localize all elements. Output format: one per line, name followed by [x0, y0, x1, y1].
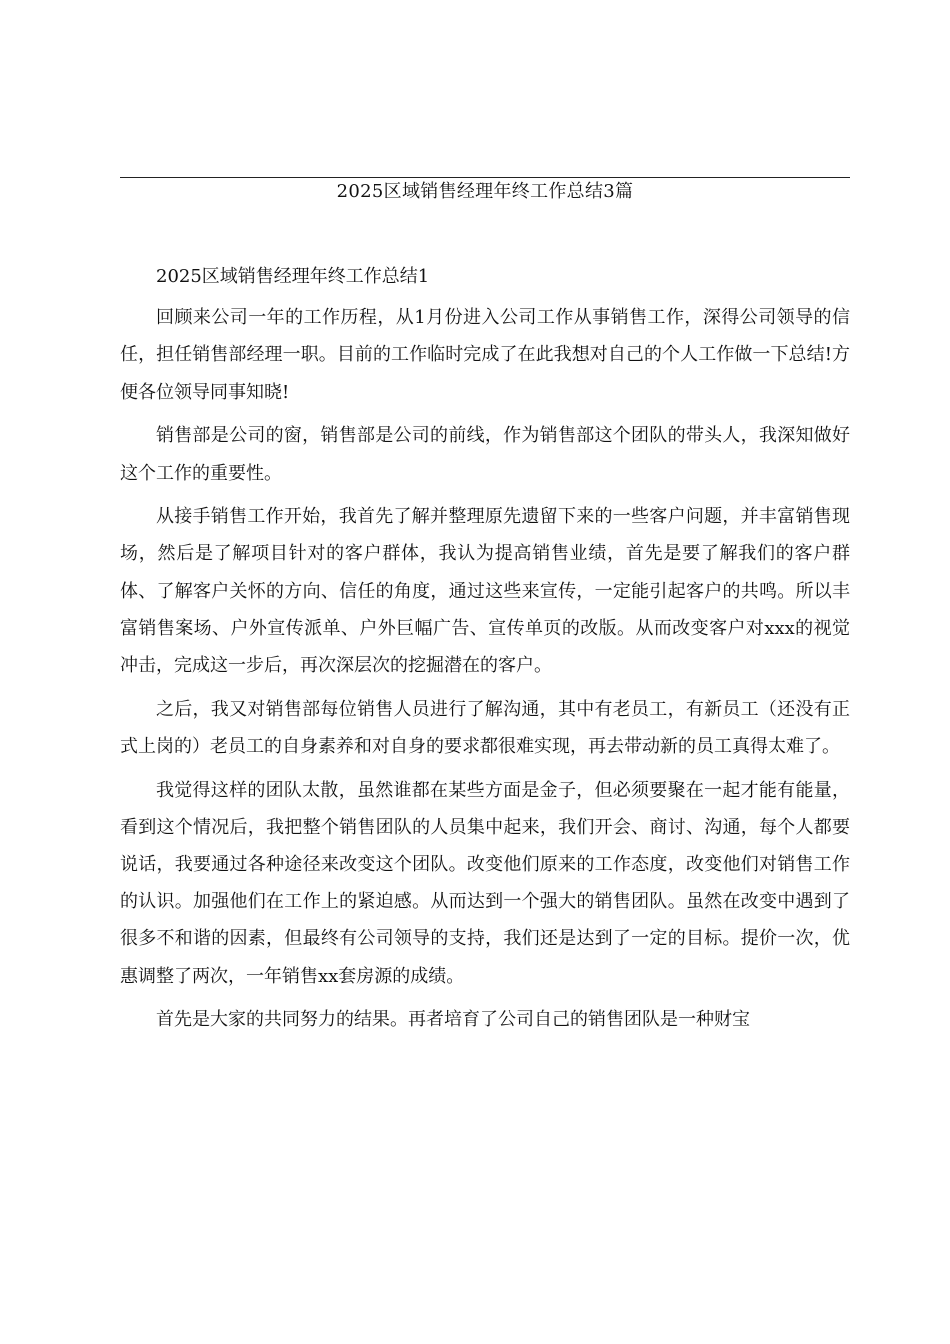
paragraph: 销售部是公司的窗，销售部是公司的前线，作为销售部这个团队的带头人，我深知做好这个工作的重要性。: [120, 425, 850, 484]
section-heading: 2025区域销售经理年终工作总结1: [156, 266, 430, 287]
header-rule: [120, 177, 850, 178]
document-title: 2025区域销售经理年终工作总结3篇: [336, 181, 634, 202]
paragraph: 首先是大家的共同努力的结果。再者培育了公司自己的销售团队是一种财宝: [156, 1009, 750, 1031]
document-body: [120, 258, 850, 1045]
paragraph: 从接手销售工作开始，我首先了解并整理原先遗留下来的一些客户问题，并丰富销售现场，然后是了解项目针对的客户群体，我认为提高销售业绩，首先是要了解我们的客户群体、了解客户关怀的方向、信任的角度，通过这些来宣传，一定能引起客户的共鸣。所以丰富销售案场、户外宣传派单、户外巨幅广告、宣传单页的改版。从而改变客户对xxx的视觉冲击，完成这一步后，再次深层次的挖掘潜在的客户。: [120, 506, 850, 677]
paragraph: 回顾来公司一年的工作历程，从1月份进入公司工作从事销售工作，深得公司领导的信任，担任销售部经理一职。目前的工作临时完成了在此我想对自己的个人工作做一下总结!方便各位领导同事知晓!: [120, 307, 850, 403]
paragraph: 我觉得这样的团队太散，虽然谁都在某些方面是金子，但必须要聚在一起才能有能量，看到这个情况后，我把整个销售团队的人员集中起来，我们开会、商讨、沟通，每个人都要说话，我要通过各种途径来改变这个团队。改变他们原来的工作态度，改变他们对销售工作的认识。加强他们在工作上的紧迫感。从而达到一个强大的销售团队。虽然在改变中遇到了很多不和谐的因素，但最终有公司领导的支持，我们还是达到了一定的目标。提价一次，优惠调整了两次，一年销售xx套房源的成绩。: [120, 779, 850, 987]
paragraph: 之后，我又对销售部每位销售人员进行了解沟通，其中有老员工，有新员工（还没有正式上岗的）老员工的自身素养和对自身的要求都很难实现，再去带动新的员工真得太难了。: [120, 698, 850, 757]
